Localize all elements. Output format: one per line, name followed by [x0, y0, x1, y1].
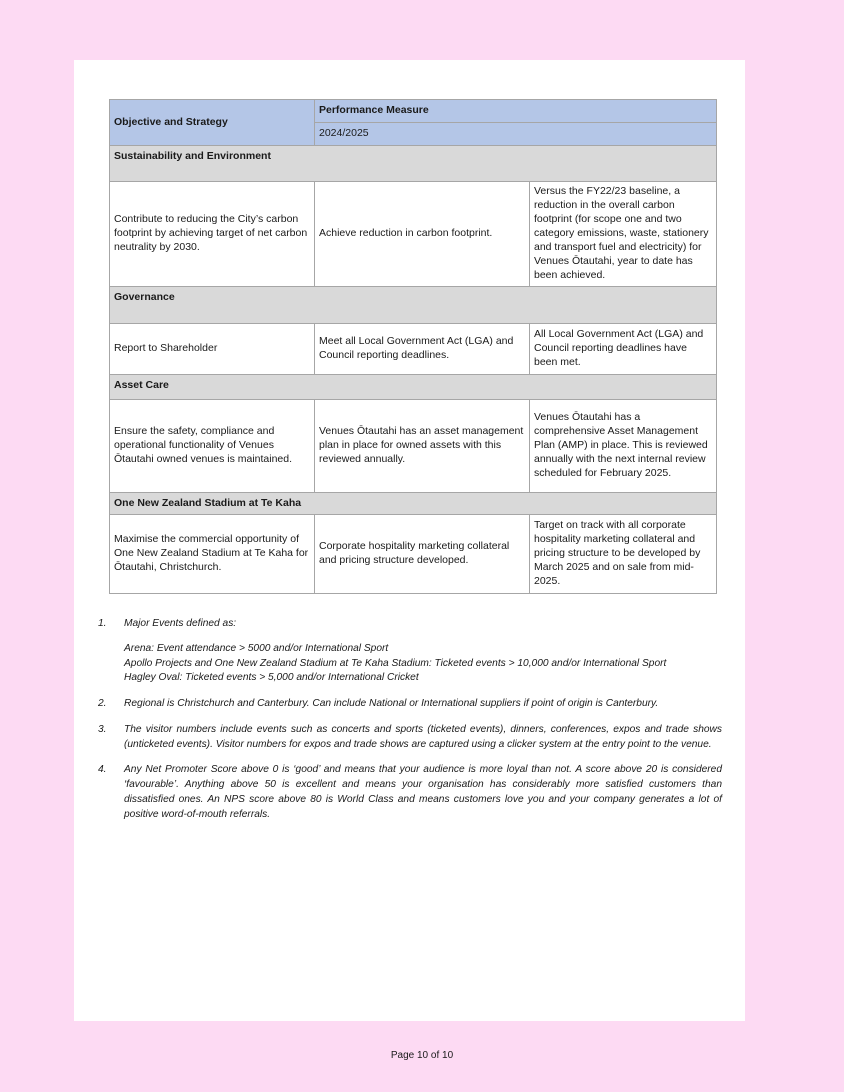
footnote-text: Any Net Promoter Score above 0 is ‘good’ and means that your audience is more loyal than not. A score above 20 is considered ‘favourable’. Anything above 50 is excellent and means your organisation has considerably more satisfied customers than dissatisfied ones. An NPS score above 80 is World Class and means customers love you and your company generates a lot of positive word-of-mouth referrals.: [124, 764, 722, 820]
footnote-number: 3.: [98, 723, 107, 735]
objective-cell: Maximise the commercial opportunity of One New Zealand Stadium at Te Kaha for Ōtautahi, Christchurch.: [110, 515, 315, 594]
footnote-line: Arena: Event attendance > 5000 and/or International Sport: [124, 642, 389, 654]
footnote-3: [98, 723, 722, 753]
measure-cell: Meet all Local Government Act (LGA) and Council reporting deadlines.: [315, 324, 530, 375]
footnote-number: 2.: [98, 698, 107, 710]
section-row: [110, 287, 717, 324]
objective-cell: Report to Shareholder: [110, 324, 315, 375]
document-page: [74, 60, 745, 1021]
table-row: [110, 324, 717, 375]
section-title: Sustainability and Environment: [110, 146, 717, 182]
footnote-line: Apollo Projects and One New Zealand Stadium at Te Kaha Stadium: Ticketed events > 10,000 and/or International Sport: [124, 657, 667, 669]
result-cell: Target on track with all corporate hospitality marketing collateral and pricing structure to be developed by March 2025 and on sale from mid-2025.: [530, 515, 717, 594]
footnote-intro: Major Events defined as:: [124, 618, 237, 629]
measure-cell: Corporate hospitality marketing collateral and pricing structure developed.: [315, 515, 530, 594]
section-row: [110, 146, 717, 182]
table-header-row: [110, 100, 717, 123]
footnote-number: 4.: [98, 764, 107, 776]
footnote-text: Regional is Christchurch and Canterbury. Can include National or International suppliers if point of origin is Canterbury.: [124, 698, 659, 710]
footnote-2: [98, 697, 722, 712]
section-title: One New Zealand Stadium at Te Kaha: [110, 493, 717, 515]
objective-cell: Ensure the safety, compliance and operational functionality of Venues Ōtautahi owned venues is maintained.: [110, 400, 315, 493]
objective-cell: Contribute to reducing the City’s carbon footprint by achieving target of net carbon neutrality by 2030.: [110, 182, 315, 287]
performance-table: [109, 99, 717, 594]
footnote-line: Hagley Oval: Ticketed events > 5,000 and/or International Cricket: [124, 672, 419, 684]
footnotes: [98, 617, 722, 834]
table-row: [110, 400, 717, 493]
section-title: Asset Care: [110, 375, 717, 400]
footnote-4: [98, 763, 722, 822]
section-row: [110, 375, 717, 400]
result-cell: Versus the FY22/23 baseline, a reduction in the overall carbon footprint (for scope one and two category emissions, waste, stationery and transport fuel and electricity) for Venues Ōtautahi, year to date has been achieved.: [530, 182, 717, 287]
result-cell: Venues Ōtautahi has a comprehensive Asset Management Plan (AMP) in place. This is reviewed annually with the next internal review scheduled for February 2025.: [530, 400, 717, 493]
table-row: [110, 515, 717, 594]
footnote-1: [98, 617, 722, 686]
table-row: [110, 182, 717, 287]
header-objective: Objective and Strategy: [110, 100, 315, 146]
result-cell: All Local Government Act (LGA) and Council reporting deadlines have been met.: [530, 324, 717, 375]
section-row: [110, 493, 717, 515]
page-number: Page 10 of 10: [390, 1050, 454, 1061]
header-performance-measure: Performance Measure: [315, 100, 717, 123]
footnote-text: The visitor numbers include events such as concerts and sports (ticketed events), dinners, conferences, expos and trade shows (unticketed events). Visitor numbers for expos and trade shows are captured using a clicker system at the entry point to the venue.: [124, 723, 722, 750]
section-title: Governance: [110, 287, 717, 324]
footnote-number: 1.: [98, 618, 107, 629]
header-year: 2024/2025: [315, 123, 717, 146]
measure-cell: Venues Ōtautahi has an asset management plan in place for owned assets with this reviewed annually.: [315, 400, 530, 493]
measure-cell: Achieve reduction in carbon footprint.: [315, 182, 530, 287]
